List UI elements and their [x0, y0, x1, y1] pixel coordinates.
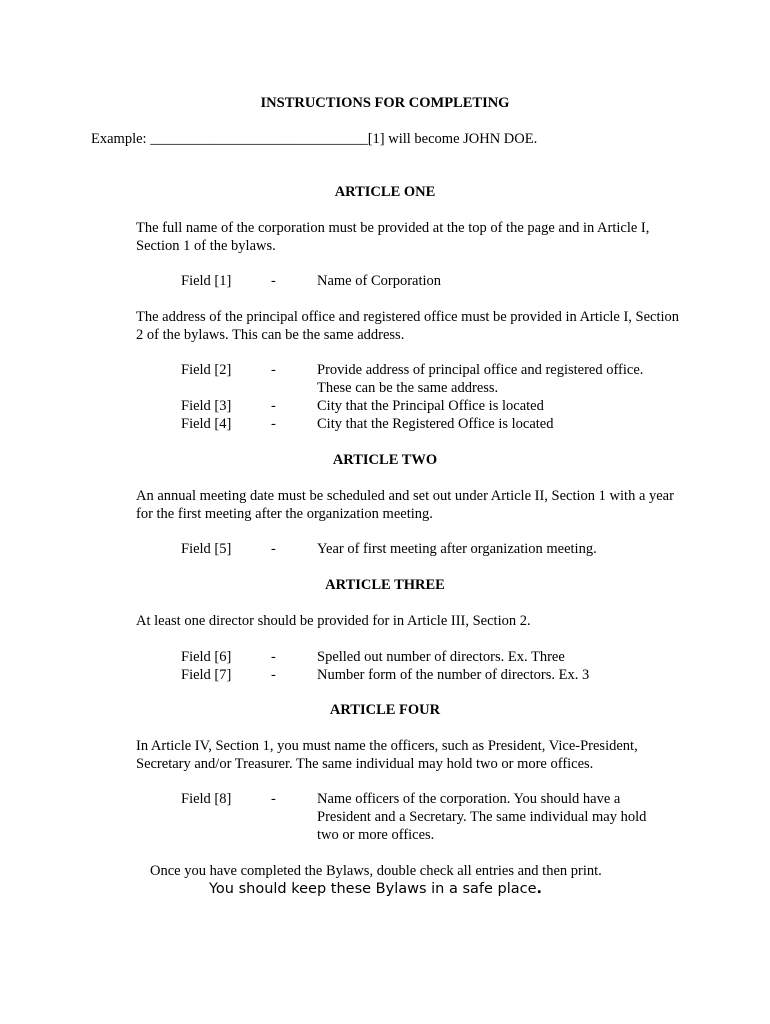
field-description-cont: These can be the same address.: [317, 380, 499, 396]
article-three-heading: ARTICLE THREE: [325, 577, 445, 593]
article-two-heading: ARTICLE TWO: [332, 452, 438, 468]
field-description: City that the Registered Office is located: [317, 416, 554, 432]
closing-line-2: [209, 880, 542, 898]
closing-line-2-text: You should keep these Bylaws in a safe place: [209, 881, 537, 897]
field-description: Year of first meeting after organization meeting.: [317, 541, 597, 557]
field-dash: -: [271, 398, 276, 414]
article-one-paragraph-1: The full name of the corporation must be provided at the top of the page and in Article I, Section 1 of the bylaws.: [136, 220, 650, 254]
field-label: Field [2]: [181, 362, 232, 378]
field-description: Spelled out number of directors. Ex. Three: [317, 649, 565, 665]
field-description: City that the Principal Office is located: [317, 398, 544, 414]
example-blank: ______________________________: [150, 131, 368, 147]
closing-line-1: Once you have completed the Bylaws, double check all entries and then print.: [150, 863, 602, 879]
field-description: Provide address of principal office and registered office.: [317, 362, 644, 378]
field-label: Field [7]: [181, 667, 232, 683]
field-description: Number form of the number of directors. Ex. 3: [317, 667, 590, 683]
article-one-paragraph-2: The address of the principal office and registered office must be provided in Article I, Section 2 of the bylaws. This can be the same address.: [136, 309, 680, 343]
field-dash: -: [271, 362, 276, 378]
article-two-paragraph: An annual meeting date must be scheduled and set out under Article II, Section 1 with a year for the first meeting after the organization meeting.: [136, 488, 674, 522]
field-description: Name officers of the corporation. You should have a: [317, 791, 621, 807]
field-dash: -: [271, 649, 276, 665]
example-prefix: Example:: [91, 131, 151, 147]
field-label: Field [1]: [181, 273, 232, 289]
field-label: Field [6]: [181, 649, 232, 665]
field-dash: -: [271, 273, 276, 289]
field-dash: -: [271, 416, 276, 432]
article-four-paragraph: In Article IV, Section 1, you must name the officers, such as President, Vice-President, Secretary and/or Treasurer. The same individual may hold two or more offices.: [136, 738, 638, 772]
field-description-cont: two or more offices.: [317, 827, 435, 843]
field-description-cont: President and a Secretary. The same individual may hold: [317, 809, 647, 825]
article-one-heading: ARTICLE ONE: [334, 184, 436, 200]
field-label: Field [3]: [181, 398, 232, 414]
article-four-heading: ARTICLE FOUR: [329, 702, 441, 718]
field-dash: -: [271, 541, 276, 557]
article-three-paragraph: At least one director should be provided for in Article III, Section 2.: [136, 613, 531, 629]
example-line: [91, 130, 537, 148]
field-label: Field [8]: [181, 791, 232, 807]
closing-line-2-period: .: [536, 881, 543, 897]
field-label: Field [4]: [181, 416, 232, 432]
field-dash: -: [271, 667, 276, 683]
field-label: Field [5]: [181, 541, 232, 557]
example-suffix: [1] will become JOHN DOE.: [367, 131, 538, 147]
page-title: INSTRUCTIONS FOR COMPLETING: [260, 95, 510, 111]
field-dash: -: [271, 791, 276, 807]
field-description: Name of Corporation: [317, 273, 442, 289]
